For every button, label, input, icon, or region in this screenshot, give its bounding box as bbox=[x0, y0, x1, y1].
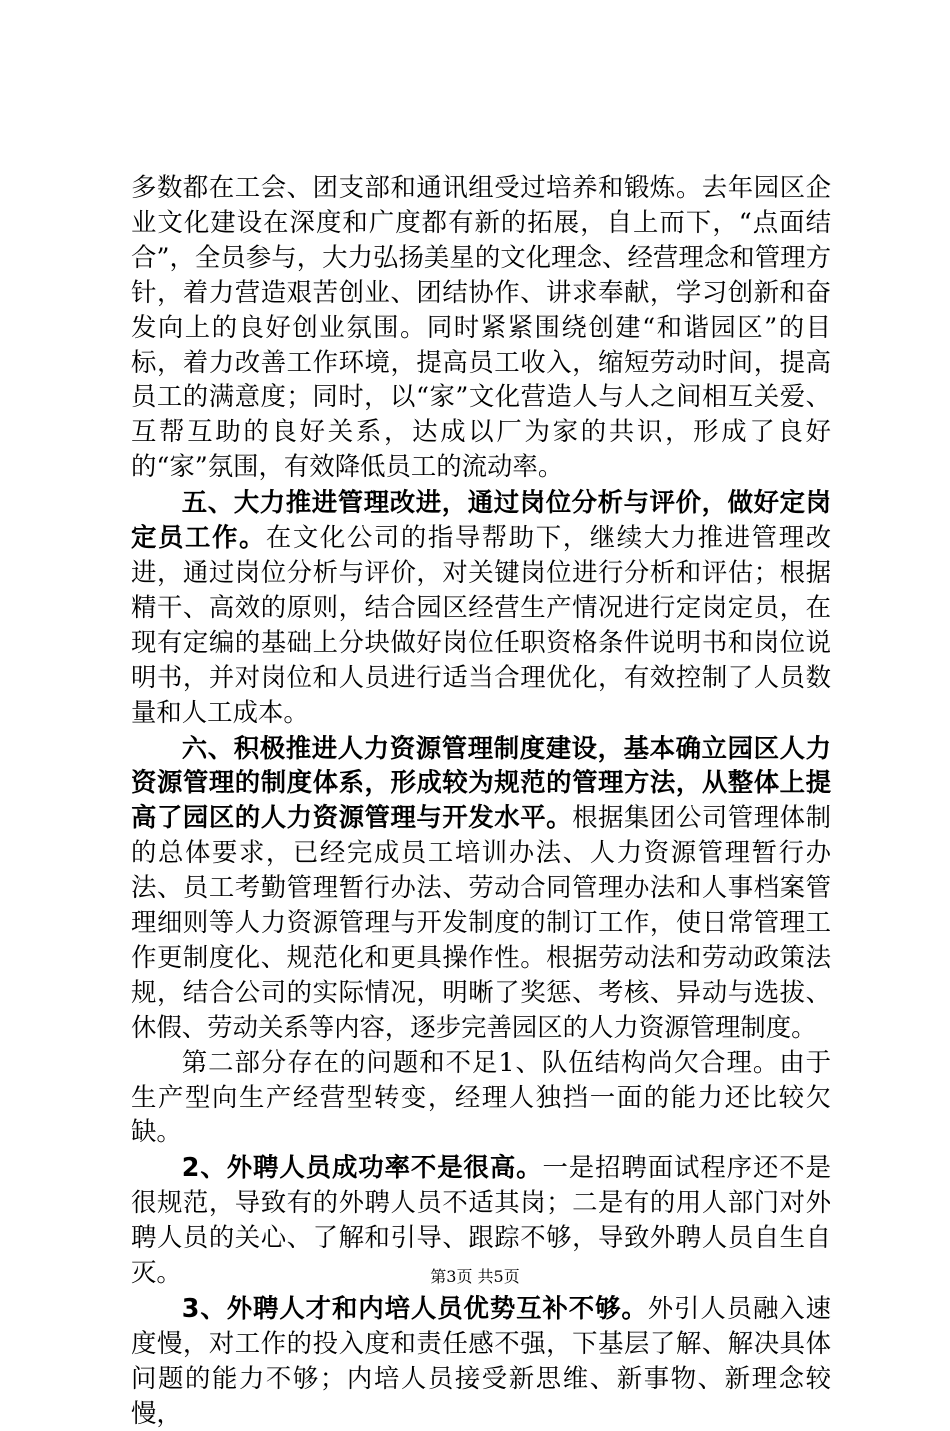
issue-heading-2: 2、外聘人员成功率不是很高。 bbox=[181, 1152, 543, 1183]
paragraph-culture-building bbox=[131, 170, 831, 484]
paragraph-issue-3 bbox=[131, 1291, 831, 1431]
paragraph-section-6 bbox=[131, 731, 831, 1045]
section-heading-5: 五、大力推进管理改进，通过岗位分析与评价，做好定岗定员工作。 bbox=[131, 487, 831, 553]
page-number-label: 第3页 共5页 bbox=[430, 1267, 520, 1286]
paragraph-text: 第二部分存在的问题和不足1、队伍结构尚欠合理。由于生产型向生产经营型转变，经理人独挡一面的能力还比较欠缺。 bbox=[131, 1046, 831, 1147]
paragraph-text: 在文化公司的指导帮助下，继续大力推进管理改进，通过岗位分析与评价，对关键岗位进行分析和评估；根据精干、高效的原则，结合园区经营生产情况进行定岗定员，在现有定编的基础上分块做好岗位任职资格条件说明书和岗位说明书，并对岗位和人员进行适当合理优化，有效控制了人员数量和人工成本。 bbox=[131, 522, 831, 727]
paragraph-text: 一是招聘面试程序还不是很规范，导致有的外聘人员不适其岗；二是有的用人部门对外聘人员的关心、了解和引导、跟踪不够，导致外聘人员自生自灭。 bbox=[131, 1152, 831, 1288]
paragraph-text: 根据集团公司管理体制的总体要求，已经完成员工培训办法、人力资源管理暂行办法、员工考勤管理暂行办法、劳动合同管理办法和人事档案管理细则等人力资源管理与开发制度的制订工作，使日常管理工作更制度化、规范化和更具操作性。根据劳动法和劳动政策法规，结合公司的实际情况，明晰了奖惩、考核、异动与选拔、休假、劳动关系等内容，逐步完善园区的人力资源管理制度。 bbox=[131, 802, 832, 1042]
section-heading-6: 六、积极推进人力资源管理制度建设，基本确立园区人力资源管理的制度体系，形成较为规范的管理方法，从整体上提高了园区的人力资源管理与开发水平。 bbox=[131, 732, 831, 833]
paragraph-section-5 bbox=[131, 485, 831, 729]
paragraph-part-2-intro bbox=[131, 1045, 831, 1150]
page-footer bbox=[0, 1267, 950, 1287]
paragraph-text: 外引人员融入速度慢，对工作的投入度和责任感不强，下基层了解、解决具体问题的能力不够；内培人员接受新思维、新事物、新理念较慢， bbox=[131, 1293, 832, 1428]
paragraph-text: 多数都在工会、团支部和通讯组受过培养和锻炼。去年园区企业文化建设在深度和广度都有新的拓展，自上而下，“点面结合”，全员参与，大力弘扬美星的文化理念、经营理念和管理方针，着力营造艰苦创业、团结协作、讲求奉献，学习创新和奋发向上的良好创业氛围。同时紧紧围绕创建“和谐园区”的目标，着力改善工作环境，提高员工收入，缩短劳动时间，提高员工的满意度；同时，以“家”文化营造人与人之间相互关爱、互帮互助的良好关系，达成以厂为家的共识，形成了良好的“家”氛围，有效降低员工的流动率。 bbox=[131, 172, 831, 482]
document-body bbox=[131, 170, 831, 1431]
issue-heading-3: 3、外聘人才和内培人员优势互补不够。 bbox=[181, 1293, 648, 1323]
